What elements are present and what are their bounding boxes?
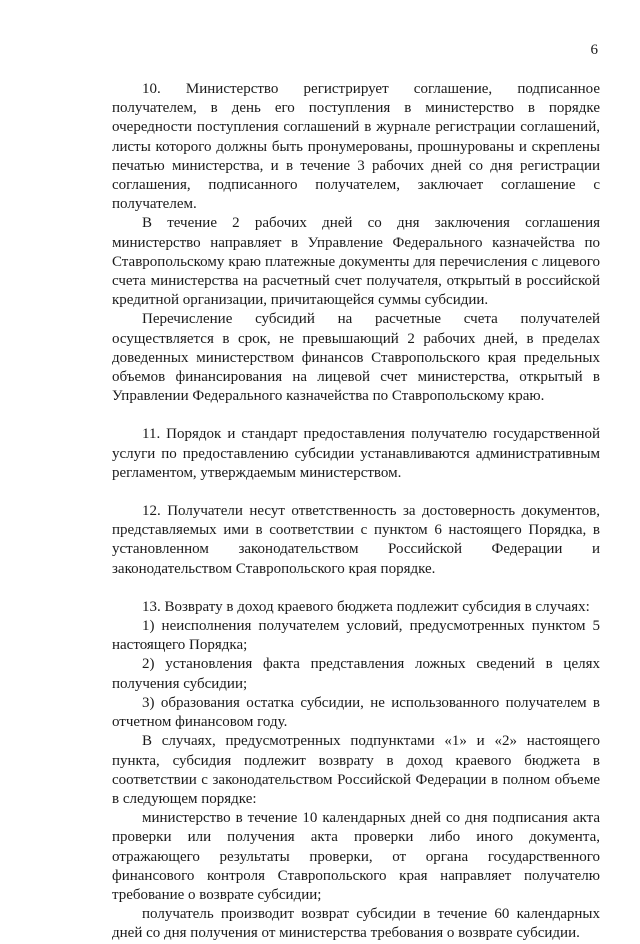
paragraph-10-subsidy-transfer: Перечисление субсидий на расчетные счета получателей осуществляется в срок, не превышающий 2 рабочих дней, в пределах доведенных министерством финансов Ставропольского края предельных объемов финансирования на лицевой счет министерства, открытый в Управлении Федерального казначейства по Ставропольскому краю.: [112, 311, 600, 405]
paragraph-13-return-order: В случаях, предусмотренных подпунктами «1» и «2» настоящего пункта, субсидия подлежит возврату в доход краевого бюджета в соответствии с законодательством Российской Федерации в полном объеме в следующем порядке:: [112, 733, 600, 807]
paragraph-12: 12. Получатели несут ответственность за достоверность документов, представляемых ими в соответствии с пунктом 6 настоящего Порядка, в установленном законодательством Российской Федерации и законодательством Ставропольского края порядке.: [112, 503, 600, 577]
spacer: [112, 579, 600, 598]
paragraph-13-item-3: 3) образования остатка субсидии, не использованного получателем в отчетном финансовом году.: [112, 694, 600, 731]
document-body: [112, 80, 600, 944]
paragraph-13-item-1: 1) неисполнения получателем условий, предусмотренных пунктом 5 настоящего Порядка;: [112, 618, 600, 654]
paragraph-10-transfer: В течение 2 рабочих дней со дня заключения соглашения министерство направляет в Управление Федерального казначейства по Ставропольскому краю платежные документы для перечисления с лицевого счета министерства на расчетный счет получателя, открытый в российской кредитной организации, причитающейся суммы субсидии.: [112, 215, 600, 309]
paragraph-13: 13. Возврату в доход краевого бюджета подлежит субсидия в случаях:: [142, 598, 590, 615]
spacer: [112, 483, 600, 502]
paragraph-10: 10. Министерство регистрирует соглашение, подписанное получателем, в день его поступления в министерство в порядке очередности поступления соглашений в журнале регистрации соглашений, листы которого должны быть пронумерованы, прошнурованы и скреплены печатью министерства, и в течение 3 рабочих дней со дня регистрации соглашения, подписанного получателем, заключает соглашение с получателем.: [112, 81, 600, 213]
paragraph-13-recipient-step: получатель производит возврат субсидии в течение 60 календарных дней со дня получения от министерства требования о возврате субсидии.: [112, 906, 600, 942]
paragraph-11: 11. Порядок и стандарт предоставления получателю государственной услуги по предоставлению субсидии устанавливаются административным регламентом, утверждаемым министерством.: [112, 426, 600, 481]
paragraph-13-ministry-step: министерство в течение 10 календарных дней со дня подписания акта проверки или получения акта проверки либо иного документа, отражающего результаты проверки, от органа государственного финансового контроля Ставропольского края направляет получателю требование о возврате субсидии;: [112, 810, 600, 903]
paragraph-13-item-2: 2) установления факта представления ложных сведений в целях получения субсидии;: [112, 656, 600, 692]
spacer: [112, 406, 600, 425]
page-number: 6: [590, 42, 598, 58]
